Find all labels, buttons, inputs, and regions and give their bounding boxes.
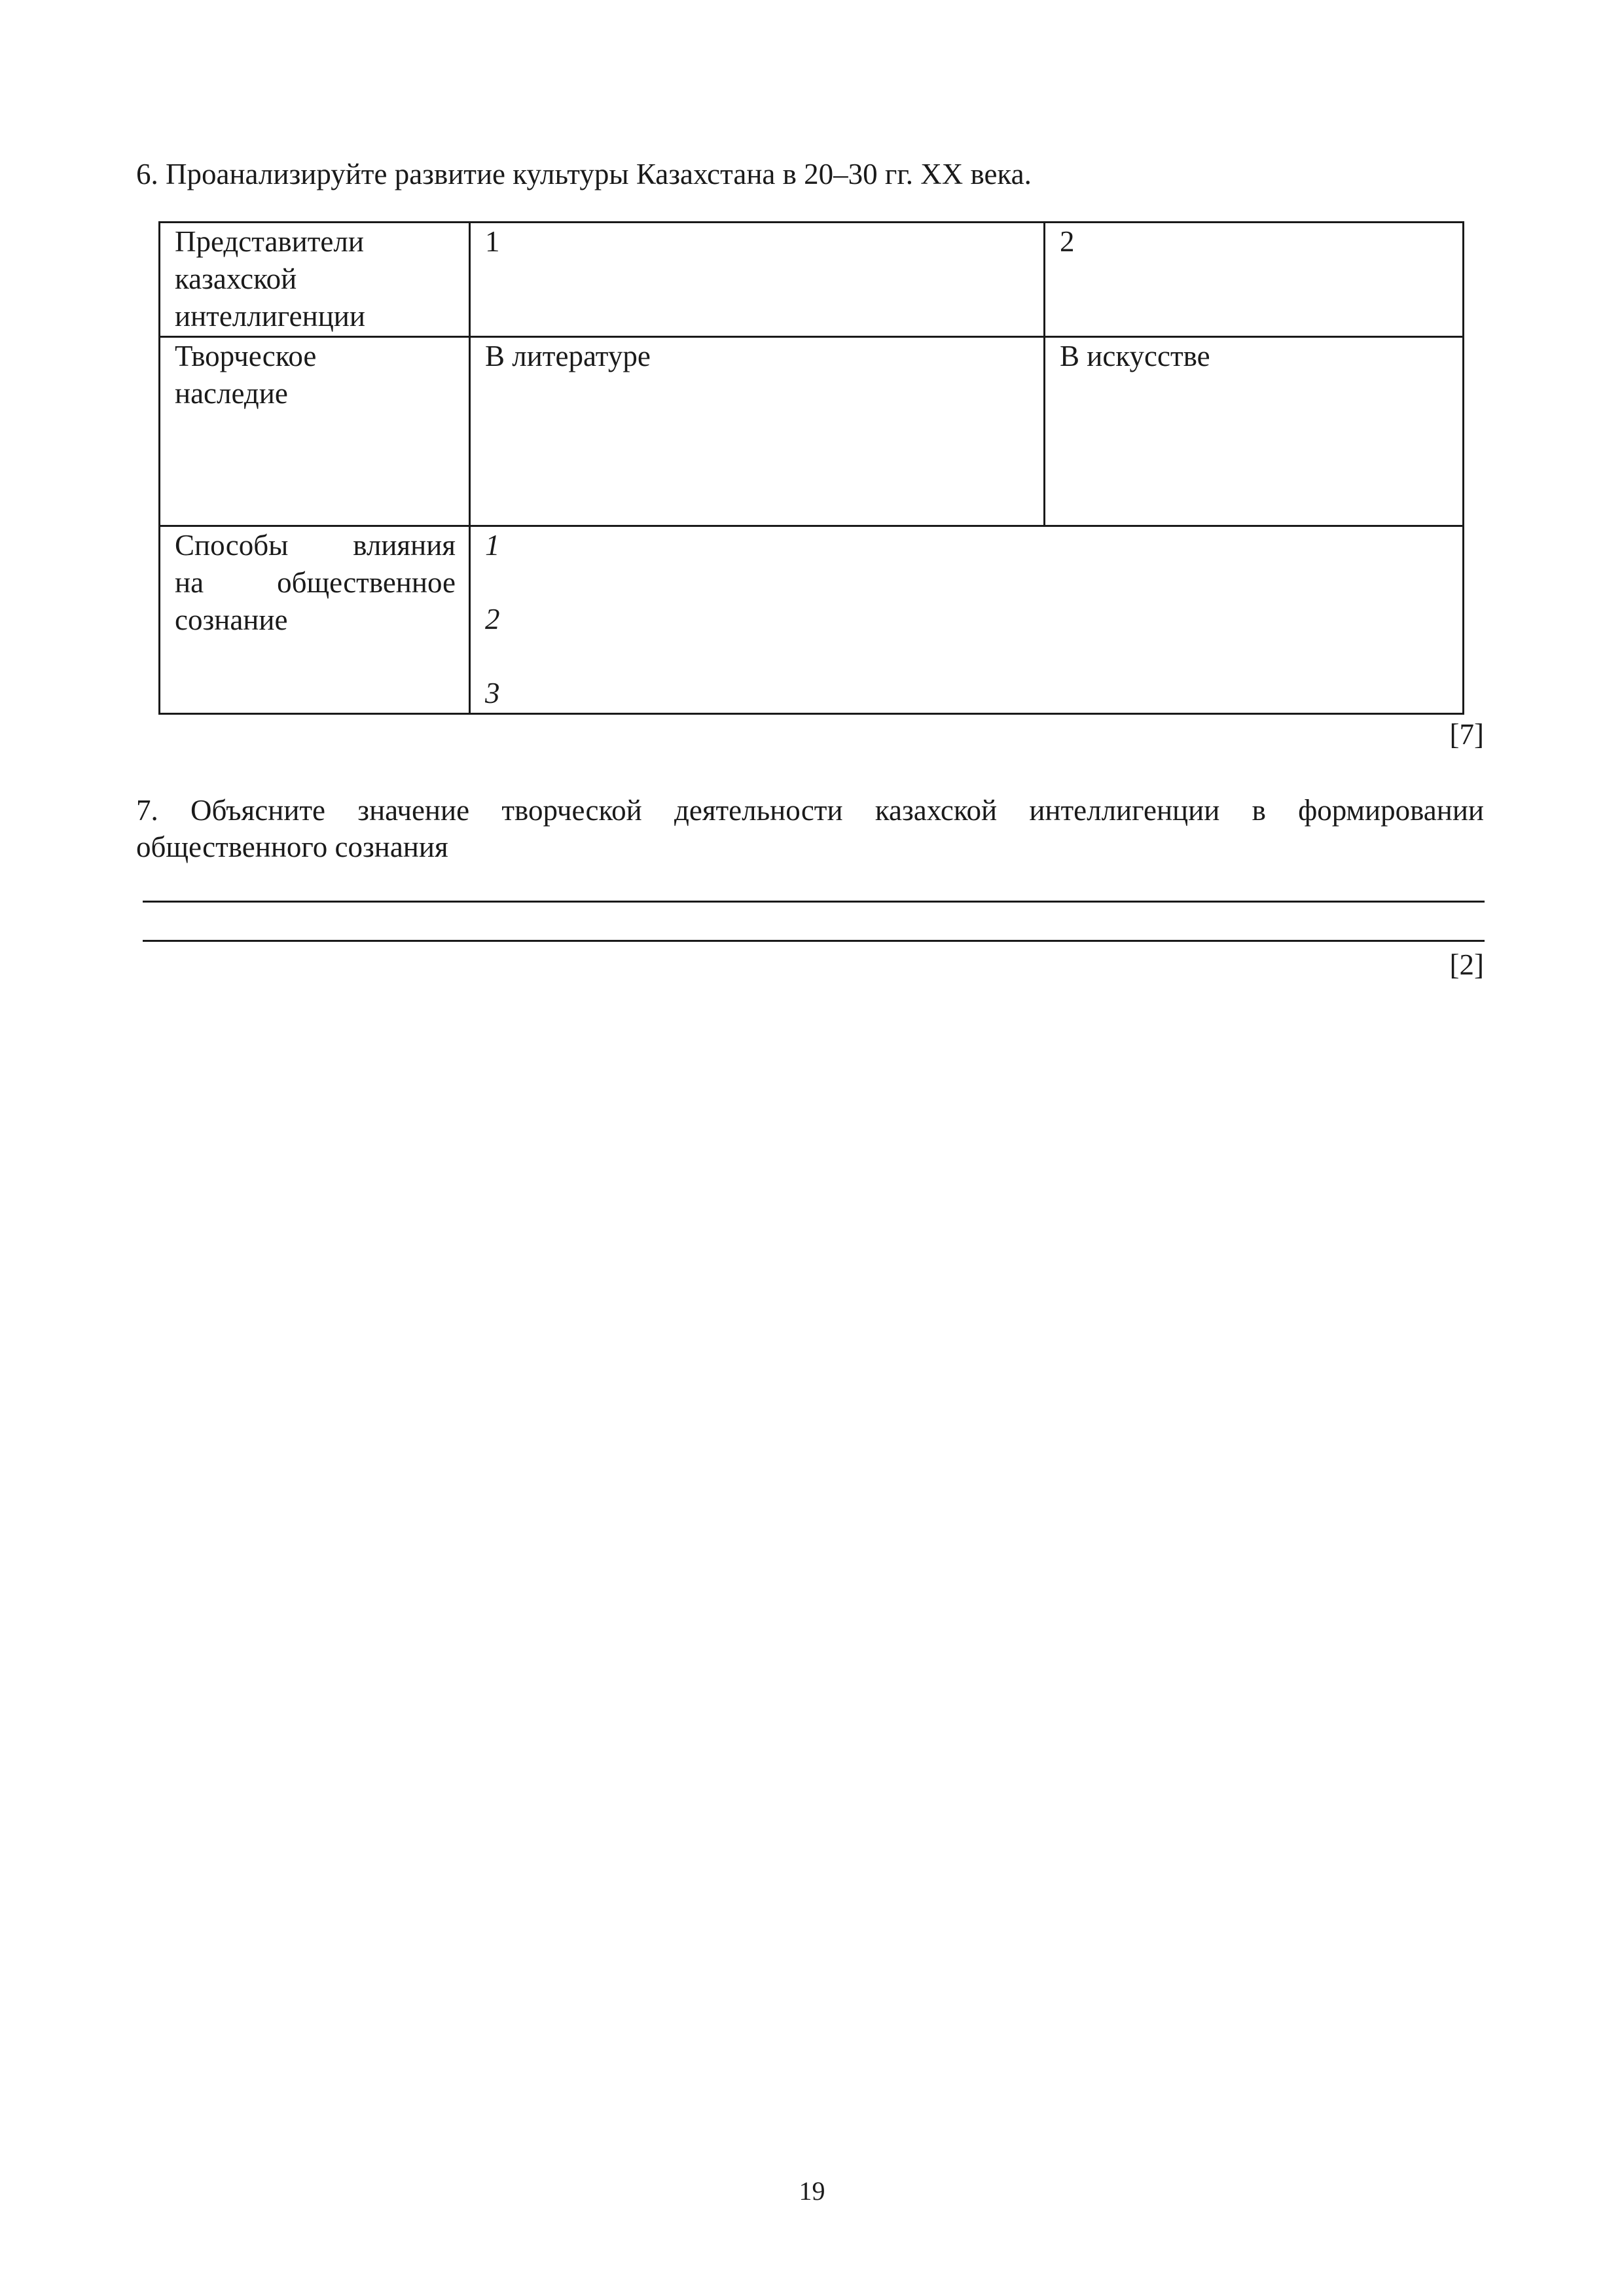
list-item: 1 (485, 529, 500, 562)
table-row-ways-of-influence (160, 526, 1464, 714)
row-header-ways-of-influence (160, 526, 470, 714)
question-7-score: [2] (1449, 948, 1484, 981)
question-6-score: [7] (1449, 718, 1484, 751)
question-6-title: 6. Проанализируйте развитие культуры Казахстана в 20–30 гг. XX века. (136, 158, 1032, 190)
header-line: на общественное (175, 566, 456, 599)
list-item: 2 (485, 603, 500, 636)
header-line: сознание (175, 603, 288, 636)
row-header-representatives (160, 223, 470, 337)
question-7-text (136, 792, 1484, 865)
culture-analysis-table (158, 221, 1464, 715)
header-line: Представители (175, 225, 364, 258)
cell-ways-list[interactable] (470, 526, 1464, 714)
row-header-creative-heritage (160, 337, 470, 526)
header-line: наследие (175, 377, 288, 410)
question-7-line-2: общественного сознания (136, 831, 448, 863)
cell-in-literature[interactable]: В литературе (470, 337, 1045, 526)
cell-representative-2[interactable]: 2 (1045, 223, 1464, 337)
header-line: казахской (175, 262, 297, 295)
header-line: интеллигенции (175, 300, 365, 332)
page-number: 19 (799, 2176, 825, 2206)
table-row-representatives (160, 223, 1464, 337)
cell-representative-1[interactable]: 1 (470, 223, 1045, 337)
answer-line-1[interactable] (143, 901, 1485, 903)
list-item: 3 (485, 677, 500, 709)
question-7-line-1: 7. Объясните значение творческой деятельности казахской интеллигенции в формировании (136, 794, 1484, 827)
answer-line-2[interactable] (143, 940, 1485, 942)
header-line: Способы влияния (175, 529, 456, 562)
header-line: Творческое (175, 340, 317, 372)
table-row-creative-heritage (160, 337, 1464, 526)
cell-in-art[interactable]: В искусстве (1045, 337, 1464, 526)
